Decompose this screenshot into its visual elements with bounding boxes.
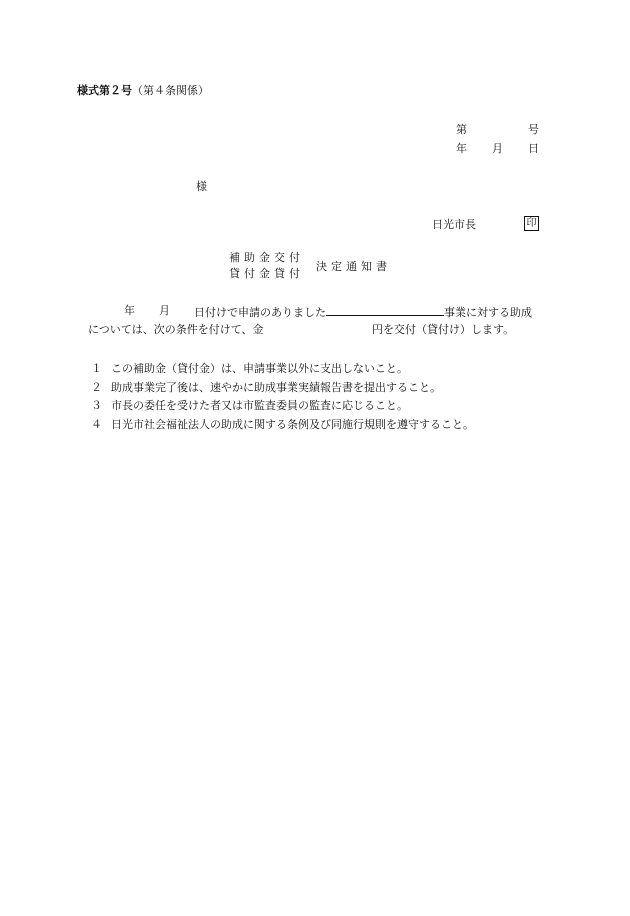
body-tsuki: 月 [159, 304, 170, 317]
seal-stamp [524, 216, 539, 231]
body-line1-b: 事業に対する助成 [444, 306, 532, 319]
form-relation: （第４条関係） [132, 84, 209, 97]
condition-text: この補助金（貸付金）は、申請事業以外に支出しないこと。 [111, 362, 408, 375]
project-name-blank [326, 305, 444, 316]
condition-item [91, 363, 408, 374]
body-line2-a: については、次の条件を付けて、金 [88, 323, 264, 336]
number-dai: 第 [456, 123, 467, 136]
body-line1 [194, 305, 532, 318]
number-go: 号 [528, 123, 539, 136]
seal-mark: 印 [524, 216, 539, 231]
date-hi: 日 [528, 142, 539, 155]
body-line2-b: 円を交付（貸付け）します。 [372, 323, 515, 336]
title-row-subsidy: 補助金交付 [229, 251, 304, 264]
condition-text: 助成事業完了後は、速やかに助成事業実績報告書を提出すること。 [111, 381, 441, 394]
condition-item [91, 382, 441, 393]
title-row-loan: 貸付金貸付 [229, 267, 304, 280]
condition-number: １ [91, 362, 102, 375]
issuer-name: 日光市長 [432, 218, 476, 231]
date-tsuki: 月 [492, 142, 503, 155]
form-header [77, 85, 209, 96]
condition-item [91, 400, 408, 411]
title-suffix: 決定通知書 [316, 260, 391, 273]
date-nen: 年 [456, 142, 467, 155]
condition-text: 日光市社会福祉法人の助成に関する条例及び同施行規則を遵守すること。 [111, 418, 474, 431]
body-nen: 年 [124, 304, 135, 317]
condition-item [91, 419, 474, 430]
body-line1-a: 日付けで申請のありました [194, 306, 326, 319]
condition-number: ３ [91, 399, 102, 412]
form-title: 様式第２号 [77, 84, 132, 97]
condition-number: ４ [91, 418, 102, 431]
addressee-sama: 様 [196, 180, 207, 193]
condition-number: ２ [91, 381, 102, 394]
condition-text: 市長の委任を受けた者又は市監査委員の監査に応じること。 [111, 399, 408, 412]
